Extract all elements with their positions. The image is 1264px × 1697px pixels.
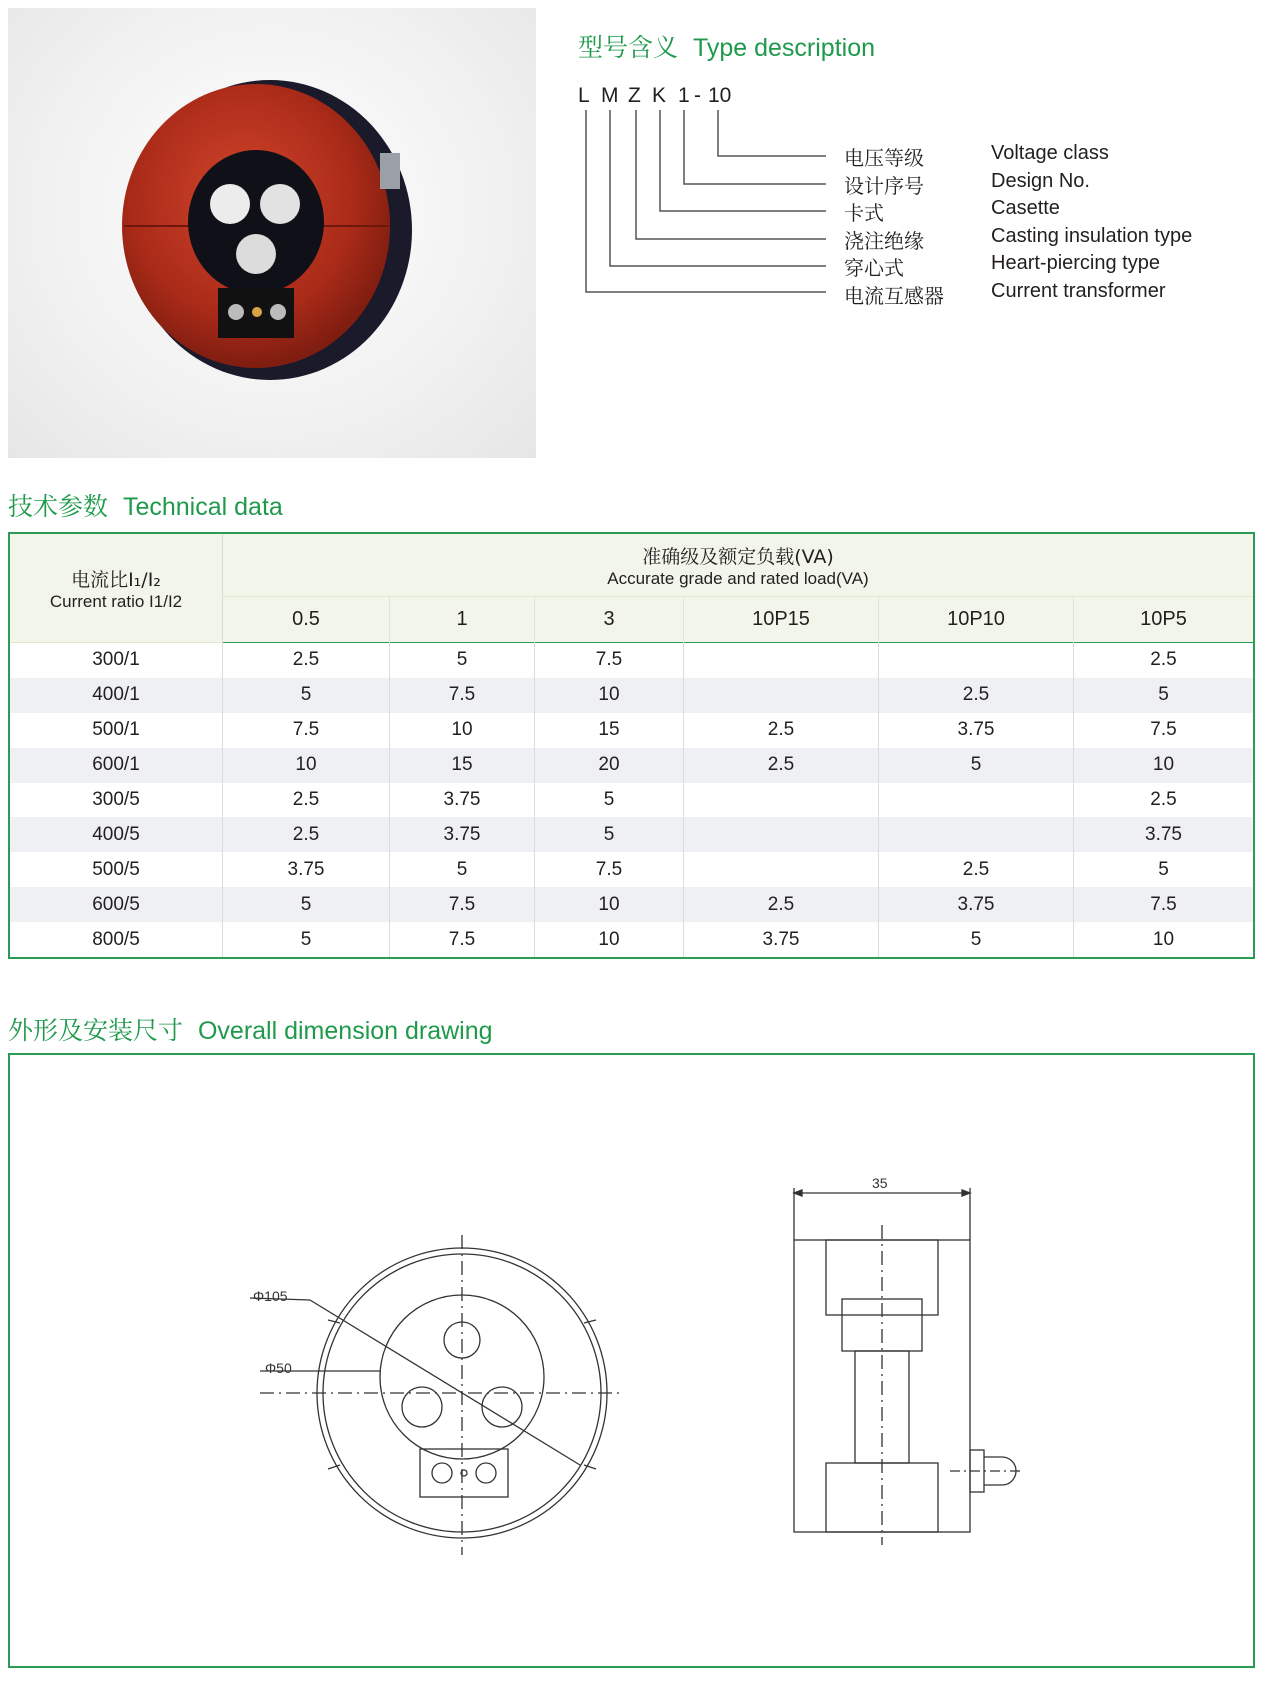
load-cell: 2.5 <box>223 817 390 852</box>
load-cell: 3.75 <box>223 852 390 887</box>
load-cell: 2.5 <box>684 887 879 922</box>
ratio-cell: 300/1 <box>9 643 223 678</box>
load-cell: 2.5 <box>1150 789 1177 810</box>
load-cell: 5 <box>1158 858 1169 880</box>
load-cell: 10 <box>390 713 535 748</box>
load-cell <box>684 817 879 852</box>
load-cell: 7.5 <box>535 852 684 887</box>
dimension-drawing-frame <box>8 1053 1255 1668</box>
load-cell: 10 <box>1152 928 1175 950</box>
load-cell: 5 <box>535 817 684 852</box>
model-letter: K <box>652 84 667 107</box>
load-cell <box>879 817 1074 852</box>
load-cell: 5 <box>223 922 390 958</box>
load-cell: 10 <box>1074 748 1255 783</box>
type-item-zh: 浇注绝缘 <box>844 229 924 253</box>
ratio-cell: 600/1 <box>9 748 223 783</box>
type-item-en: Casette <box>991 197 1060 219</box>
load-cell: 3.75 <box>390 783 535 818</box>
dimension-drawing-title <box>8 1011 493 1047</box>
type-item-en: Casting insulation type <box>991 225 1193 247</box>
dimension-drawing <box>10 1055 1253 1666</box>
ratio-cell: 800/5 <box>9 922 223 958</box>
table-row <box>9 748 1254 783</box>
load-cell: 10 <box>535 922 684 958</box>
ratio-header-zh: 电流比I₁/I₂ <box>71 568 161 591</box>
load-cell: 2.5 <box>223 643 390 678</box>
type-item-zh: 卡式 <box>844 201 884 225</box>
model-letter: L <box>578 84 590 107</box>
current-transformer-image <box>8 8 536 458</box>
table-row <box>9 713 1254 748</box>
load-cell: 2.5 <box>1150 649 1177 671</box>
type-description-title <box>578 28 875 64</box>
load-cell: 7.5 <box>535 643 684 678</box>
dim-width-label: 35 <box>872 1175 888 1191</box>
load-cell: 10 <box>535 887 684 922</box>
ratio-header-en: Current ratio I1/I2 <box>49 591 183 611</box>
column-header: 10P10 <box>879 597 1074 643</box>
type-title-zh: 型号含义 <box>578 33 679 62</box>
table-row <box>9 887 1254 922</box>
column-header: 10P5 <box>1074 597 1255 643</box>
load-header-en: Accurate grade and rated load(VA) <box>607 568 869 588</box>
load-cell: 2.5 <box>684 748 879 783</box>
load-cell: 7.5 <box>1150 719 1177 741</box>
model-code-leader-lines <box>578 108 848 298</box>
tech-title-en: Technical data <box>122 493 283 521</box>
load-header-zh: 准确级及额定负载(VA) <box>642 545 834 568</box>
dim-inner-label: Φ50 <box>265 1360 292 1376</box>
table-body <box>9 643 1254 959</box>
load-cell <box>684 852 879 887</box>
load-cell: 5 <box>1074 678 1255 713</box>
type-item-zh: 穿心式 <box>844 256 904 280</box>
type-item-en: Voltage class <box>991 142 1109 164</box>
load-cell: 7.5 <box>390 678 535 713</box>
load-cell: 7.5 <box>390 922 535 958</box>
load-cell: 3.75 <box>879 887 1074 922</box>
load-cell: 2.5 <box>223 783 390 818</box>
type-item-en: Current transformer <box>991 280 1166 302</box>
technical-data-title <box>8 487 283 523</box>
load-cell: 5 <box>879 922 1074 958</box>
load-cell: 5 <box>390 852 535 887</box>
table-row <box>9 852 1254 887</box>
load-cell: 5 <box>879 748 1074 783</box>
dim-outer-label: Φ105 <box>253 1288 288 1304</box>
load-cell <box>684 643 879 678</box>
ratio-cell: 500/5 <box>9 852 223 887</box>
tech-title-zh: 技术参数 <box>8 492 109 521</box>
column-header: 1 <box>390 597 535 643</box>
technical-data-table <box>8 532 1255 959</box>
load-cell <box>879 643 1074 678</box>
ratio-cell: 500/1 <box>9 713 223 748</box>
load-cell: 7.5 <box>223 713 390 748</box>
load-cell: 2.5 <box>684 713 879 748</box>
table-row <box>9 783 1254 818</box>
ratio-cell: 300/5 <box>9 783 223 818</box>
load-cell: 15 <box>390 748 535 783</box>
model-letter: Z <box>628 84 641 107</box>
type-item-zh: 电流互感器 <box>844 284 944 308</box>
type-item-en: Design No. <box>991 170 1090 192</box>
model-letter: - <box>694 84 701 107</box>
ratio-cell: 400/1 <box>9 678 223 713</box>
dim-title-en: Overall dimension drawing <box>197 1017 493 1045</box>
model-letter: 10 <box>708 84 732 107</box>
load-cell: 2.5 <box>879 852 1074 887</box>
product-photo <box>8 8 536 458</box>
load-cell: 10 <box>223 748 390 783</box>
column-header: 0.5 <box>223 597 390 643</box>
table-row <box>9 643 1254 678</box>
ratio-cell: 600/5 <box>9 887 223 922</box>
table-row <box>9 922 1254 958</box>
column-header: 3 <box>535 597 684 643</box>
load-cell: 7.5 <box>390 887 535 922</box>
load-cell: 3.75 <box>684 922 879 958</box>
load-header <box>223 533 1255 597</box>
type-item-zh: 设计序号 <box>844 174 924 198</box>
table-row <box>9 678 1254 713</box>
model-letter: M <box>601 84 619 107</box>
load-cell: 15 <box>535 713 684 748</box>
load-cell: 3.75 <box>1074 817 1255 852</box>
load-cell: 20 <box>535 748 684 783</box>
load-cell: 3.75 <box>390 817 535 852</box>
load-cell: 5 <box>390 643 535 678</box>
load-cell: 3.75 <box>879 713 1074 748</box>
dim-title-zh: 外形及安装尺寸 <box>8 1016 184 1045</box>
column-header: 10P15 <box>684 597 879 643</box>
model-letter: 1 <box>678 84 690 107</box>
load-cell <box>684 783 879 818</box>
load-cell <box>684 678 879 713</box>
type-item-en: Heart-piercing type <box>991 252 1160 274</box>
type-item-zh: 电压等级 <box>844 146 924 170</box>
load-cell: 10 <box>535 678 684 713</box>
ratio-header <box>9 533 223 643</box>
table-row <box>9 817 1254 852</box>
load-cell: 7.5 <box>1074 887 1255 922</box>
load-cell: 5 <box>535 783 684 818</box>
load-cell: 5 <box>223 887 390 922</box>
load-cell: 2.5 <box>879 678 1074 713</box>
ratio-cell: 400/5 <box>9 817 223 852</box>
type-title-en: Type description <box>692 34 876 62</box>
load-cell <box>879 783 1074 818</box>
load-cell: 5 <box>223 678 390 713</box>
